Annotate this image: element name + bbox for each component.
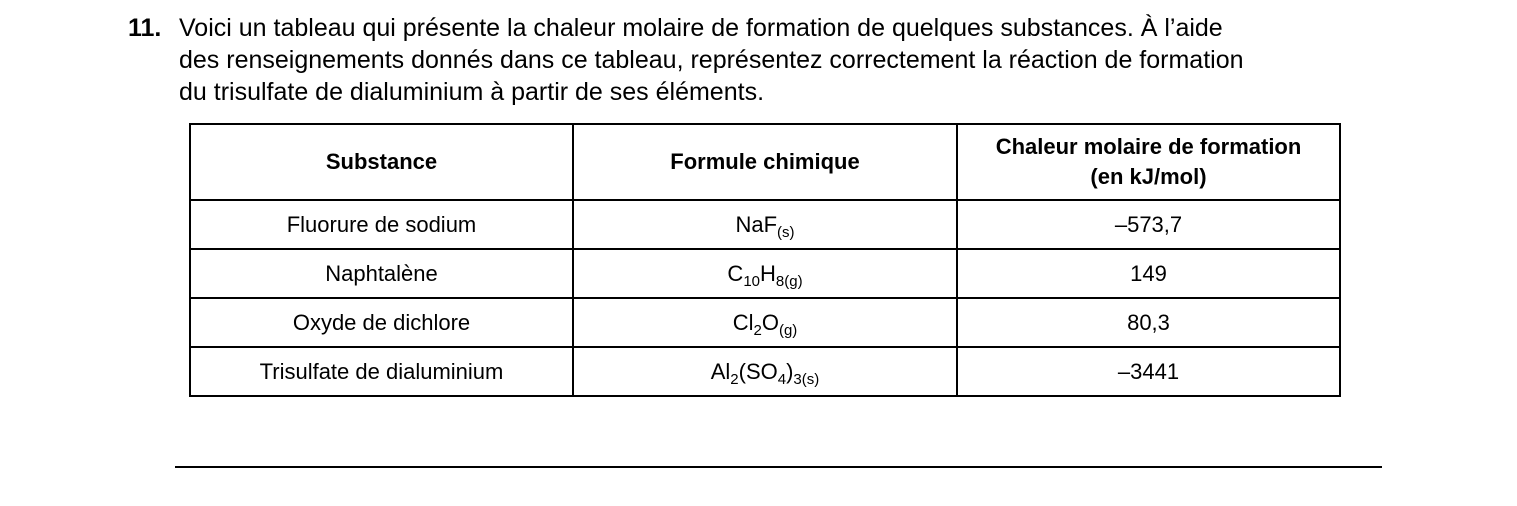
- cell-value: –3441: [957, 347, 1340, 396]
- question-number: 11.: [128, 14, 162, 42]
- formula-subscript: 8(g): [775, 272, 803, 290]
- cell-substance: Fluorure de sodium: [190, 200, 573, 249]
- cell-value: 149: [957, 249, 1340, 298]
- formula-subscript: 2: [753, 321, 762, 339]
- table-header-row: [190, 124, 1340, 200]
- header-substance: Substance: [190, 124, 573, 200]
- cell-formula: [573, 298, 957, 347]
- formula-part: (SO: [738, 358, 778, 384]
- formula-part: ): [786, 358, 794, 384]
- formation-heat-table: [189, 123, 1341, 397]
- formula-subscript: (g): [778, 321, 798, 339]
- cell-value: –573,7: [957, 200, 1340, 249]
- question-line: Voici un tableau qui présente la chaleur molaire de formation de quelques substances. À l’aide: [179, 14, 1223, 42]
- question-text: [179, 12, 1359, 108]
- formula-subscript: 10: [743, 272, 760, 290]
- cell-formula: [573, 200, 957, 249]
- formula-subscript: 4: [777, 370, 787, 388]
- cell-formula: [573, 249, 957, 298]
- table-row: [190, 347, 1340, 396]
- header-heat-line2: (en kJ/mol): [1090, 164, 1207, 189]
- formula-part: Cl: [732, 309, 754, 335]
- formula-subscript: (s): [777, 223, 795, 241]
- answer-line: [175, 466, 1382, 468]
- cell-value: 80,3: [957, 298, 1340, 347]
- cell-substance: Oxyde de dichlore: [190, 298, 573, 347]
- question-line: du trisulfate de dialuminium à partir de ses éléments.: [179, 78, 765, 106]
- formula-subscript: 3(s): [793, 370, 820, 388]
- table-row: [190, 298, 1340, 347]
- header-formula: Formule chimique: [573, 124, 957, 200]
- formula-part: Al: [710, 358, 731, 384]
- formula-part: H: [760, 260, 776, 286]
- cell-formula: [573, 347, 957, 396]
- cell-substance: Naphtalène: [190, 249, 573, 298]
- question-line: des renseignements donnés dans ce tableau, représentez correctement la réaction de formation: [179, 46, 1244, 74]
- table-row: [190, 249, 1340, 298]
- table-row: [190, 200, 1340, 249]
- formula-part: C: [727, 260, 744, 286]
- formula-part: O: [761, 309, 779, 335]
- header-heat: [957, 124, 1340, 200]
- formula-part: NaF: [735, 211, 778, 237]
- formula-subscript: 2: [730, 370, 739, 388]
- cell-substance: Trisulfate de dialuminium: [190, 347, 573, 396]
- header-heat-line1: Chaleur molaire de formation: [995, 134, 1302, 159]
